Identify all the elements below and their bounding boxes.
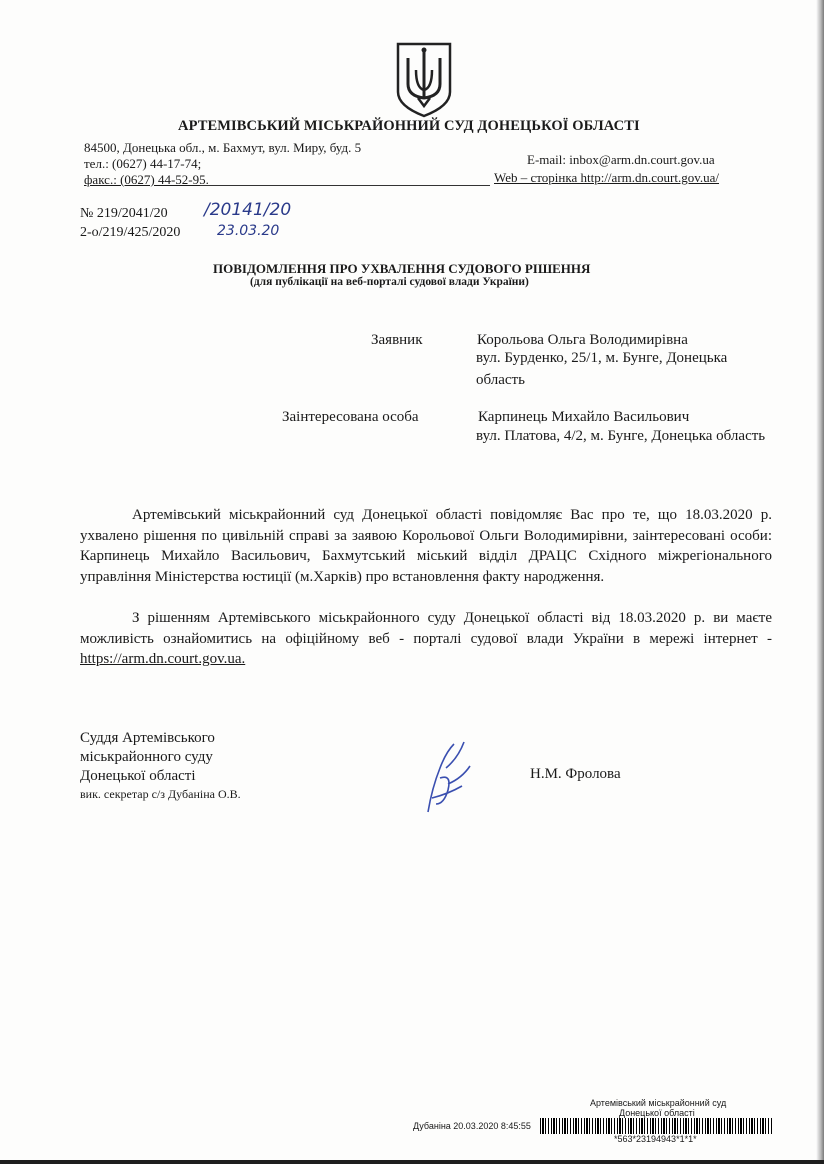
document-barcode bbox=[540, 1118, 772, 1134]
barcode-text: *563*23194943*1*1* bbox=[614, 1134, 697, 1144]
court-address: 84500, Донецька обл., м. Бахмут, вул. Миру, буд. 5 bbox=[84, 140, 362, 155]
signature-title-line-3: Донецької області bbox=[80, 768, 196, 784]
court-name: АРТЕМІВСЬКИЙ МІСЬКРАЙОННИЙ СУД ДОНЕЦЬКОЇ ОБЛАСТІ bbox=[178, 118, 640, 134]
body-paragraph-1: Артемівський міськрайонний суд Донецької області повідомляє Вас про те, що 18.03.2020 р. ухвалено рішення по цивільній справі за заявою Корольової Ольги Володимирівни, заінтересовані особи: Карпинець Михайло Васильович, Бахмутський міський відділ ДРАЦС Східного міжрегіонального управління Міністерства юстиції (м.Харків) про встановлення факту народження. bbox=[80, 507, 772, 585]
case-number: 2-о/219/425/2020 bbox=[80, 225, 181, 240]
document-timestamp: Дубаніна 20.03.2020 8:45:55 bbox=[413, 1121, 531, 1131]
judge-name: Н.М. Фролова bbox=[530, 766, 621, 782]
interested-party-label: Заінтересована особа bbox=[282, 409, 419, 425]
signature-title-line-2: міськрайонного суду bbox=[80, 749, 213, 765]
court-fax: факс.: (0627) 44-52-95. bbox=[84, 172, 209, 187]
notice-subtitle: (для публікації на веб-порталі судової влади України) bbox=[250, 276, 529, 288]
header-divider bbox=[200, 185, 490, 186]
stamp-court-region: Донецької області bbox=[619, 1108, 695, 1118]
handwritten-number: /20141/20 bbox=[204, 200, 292, 220]
handwritten-signature-icon bbox=[418, 738, 482, 814]
executor-note: вик. секретар с/з Дубаніна О.В. bbox=[80, 787, 241, 801]
signature-title-line-1: Суддя Артемівського bbox=[80, 730, 215, 746]
coat-of-arms-icon bbox=[392, 40, 456, 118]
court-phone: тел.: (0627) 44-17-74; bbox=[84, 156, 202, 171]
outgoing-number: № 219/2041/20 bbox=[80, 206, 168, 221]
body-paragraph-2 bbox=[80, 608, 772, 670]
applicant-name: Корольова Ольга Володимирівна bbox=[477, 332, 688, 348]
applicant-address: вул. Бурденко, 25/1, м. Бунге, Донецька область bbox=[476, 350, 728, 388]
scan-bottom-edge bbox=[0, 1160, 824, 1164]
interested-party-address: вул. Платова, 4/2, м. Бунге, Донецька область bbox=[476, 428, 766, 444]
interested-party-name: Карпинець Михайло Васильович bbox=[478, 409, 690, 425]
notice-title: ПОВІДОМЛЕННЯ ПРО УХВАЛЕННЯ СУДОВОГО РІШЕННЯ bbox=[213, 261, 591, 276]
court-website: Web – сторінка http://arm.dn.court.gov.ua/ bbox=[494, 170, 720, 185]
applicant-label: Заявник bbox=[371, 332, 423, 348]
scan-edge-shadow bbox=[816, 0, 824, 1164]
body-paragraph-2-text: З рішенням Артемівського міськрайонного суду Донецької області від 18.03.2020 р. ви маєте можливість ознайомитись на офіційному веб - порталі судової влади України в мережі інтернет - bbox=[80, 610, 772, 647]
handwritten-date: 23.03.20 bbox=[217, 223, 280, 239]
court-portal-link[interactable]: https://arm.dn.court.gov.ua. bbox=[80, 651, 246, 667]
stamp-court-name: Артемівський міськрайонний суд bbox=[590, 1098, 727, 1108]
court-email: E-mail: inbox@arm.dn.court.gov.ua bbox=[527, 152, 715, 167]
